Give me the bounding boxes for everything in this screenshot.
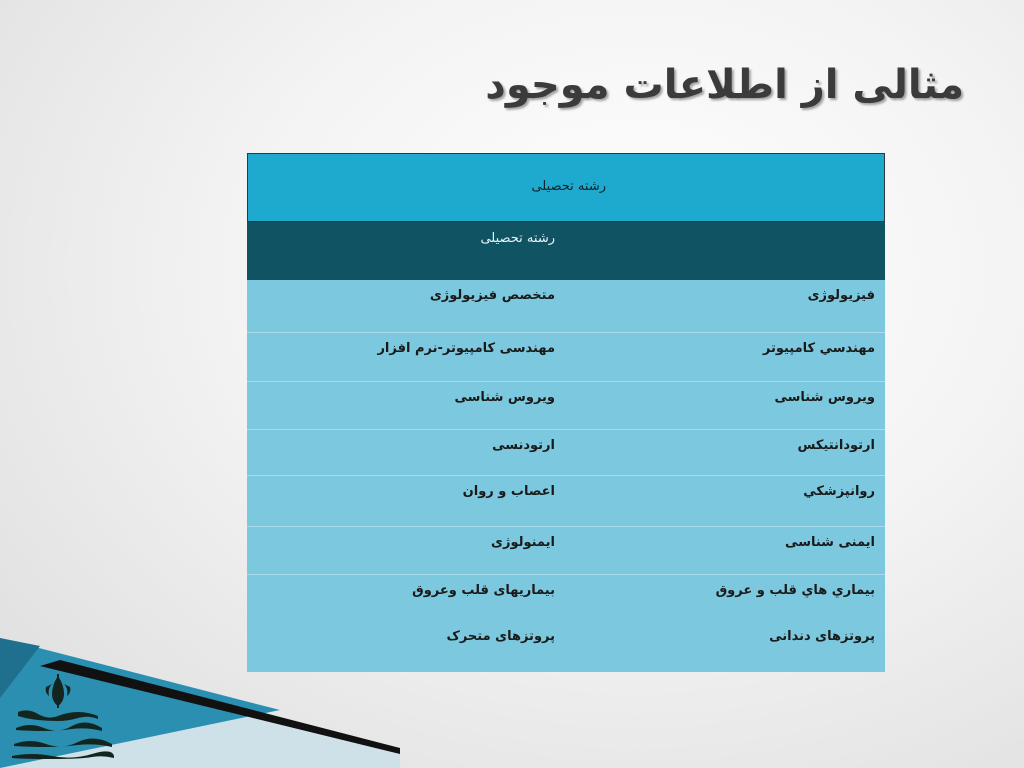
row-cell-left: مهندسی کامپیوتر-نرم افزار (377, 341, 555, 356)
row-cell-left: ایمنولوژی (491, 535, 555, 550)
table-row (247, 382, 885, 430)
table-row (247, 476, 885, 527)
table-row (247, 280, 885, 333)
row-cell-left: بیماریهای قلب وعروق (412, 583, 555, 598)
row-cell-right: بيماري هاي قلب و عروق (715, 583, 875, 598)
row-cell-right: پروتزهای دندانی (769, 629, 875, 644)
table-row (247, 333, 885, 382)
row-cell-right: ارتودانتیکس (797, 438, 875, 453)
subheader-label: رشته تحصیلی (480, 231, 555, 246)
table-header (247, 153, 885, 222)
row-cell-right: ایمنی شناسی (785, 535, 875, 550)
table-row (247, 575, 885, 621)
row-cell-left: پروتزهای متحرک (446, 629, 555, 644)
iran-emblem-icon (8, 670, 118, 762)
row-cell-left: ارتودنسی (492, 438, 555, 453)
table-row (247, 527, 885, 575)
row-cell-left: اعصاب و روان (462, 484, 555, 499)
header-label: رشته تحصیلی (531, 179, 606, 194)
row-cell-right: فیزیولوژی (807, 288, 875, 303)
row-cell-right: ویروس شناسی (774, 390, 875, 405)
data-table (247, 153, 885, 672)
row-cell-right: روانپزشكي (803, 484, 875, 499)
row-cell-left: متخصص فیزیولوژی (429, 288, 555, 303)
row-cell-right: مهندسي كامپيوتر (762, 341, 875, 356)
slide-title: مثالی از اطلاعات موجود (485, 62, 964, 108)
row-cell-left: ویروس شناسی (454, 390, 555, 405)
table-row (247, 430, 885, 476)
table-subheader (247, 222, 885, 280)
